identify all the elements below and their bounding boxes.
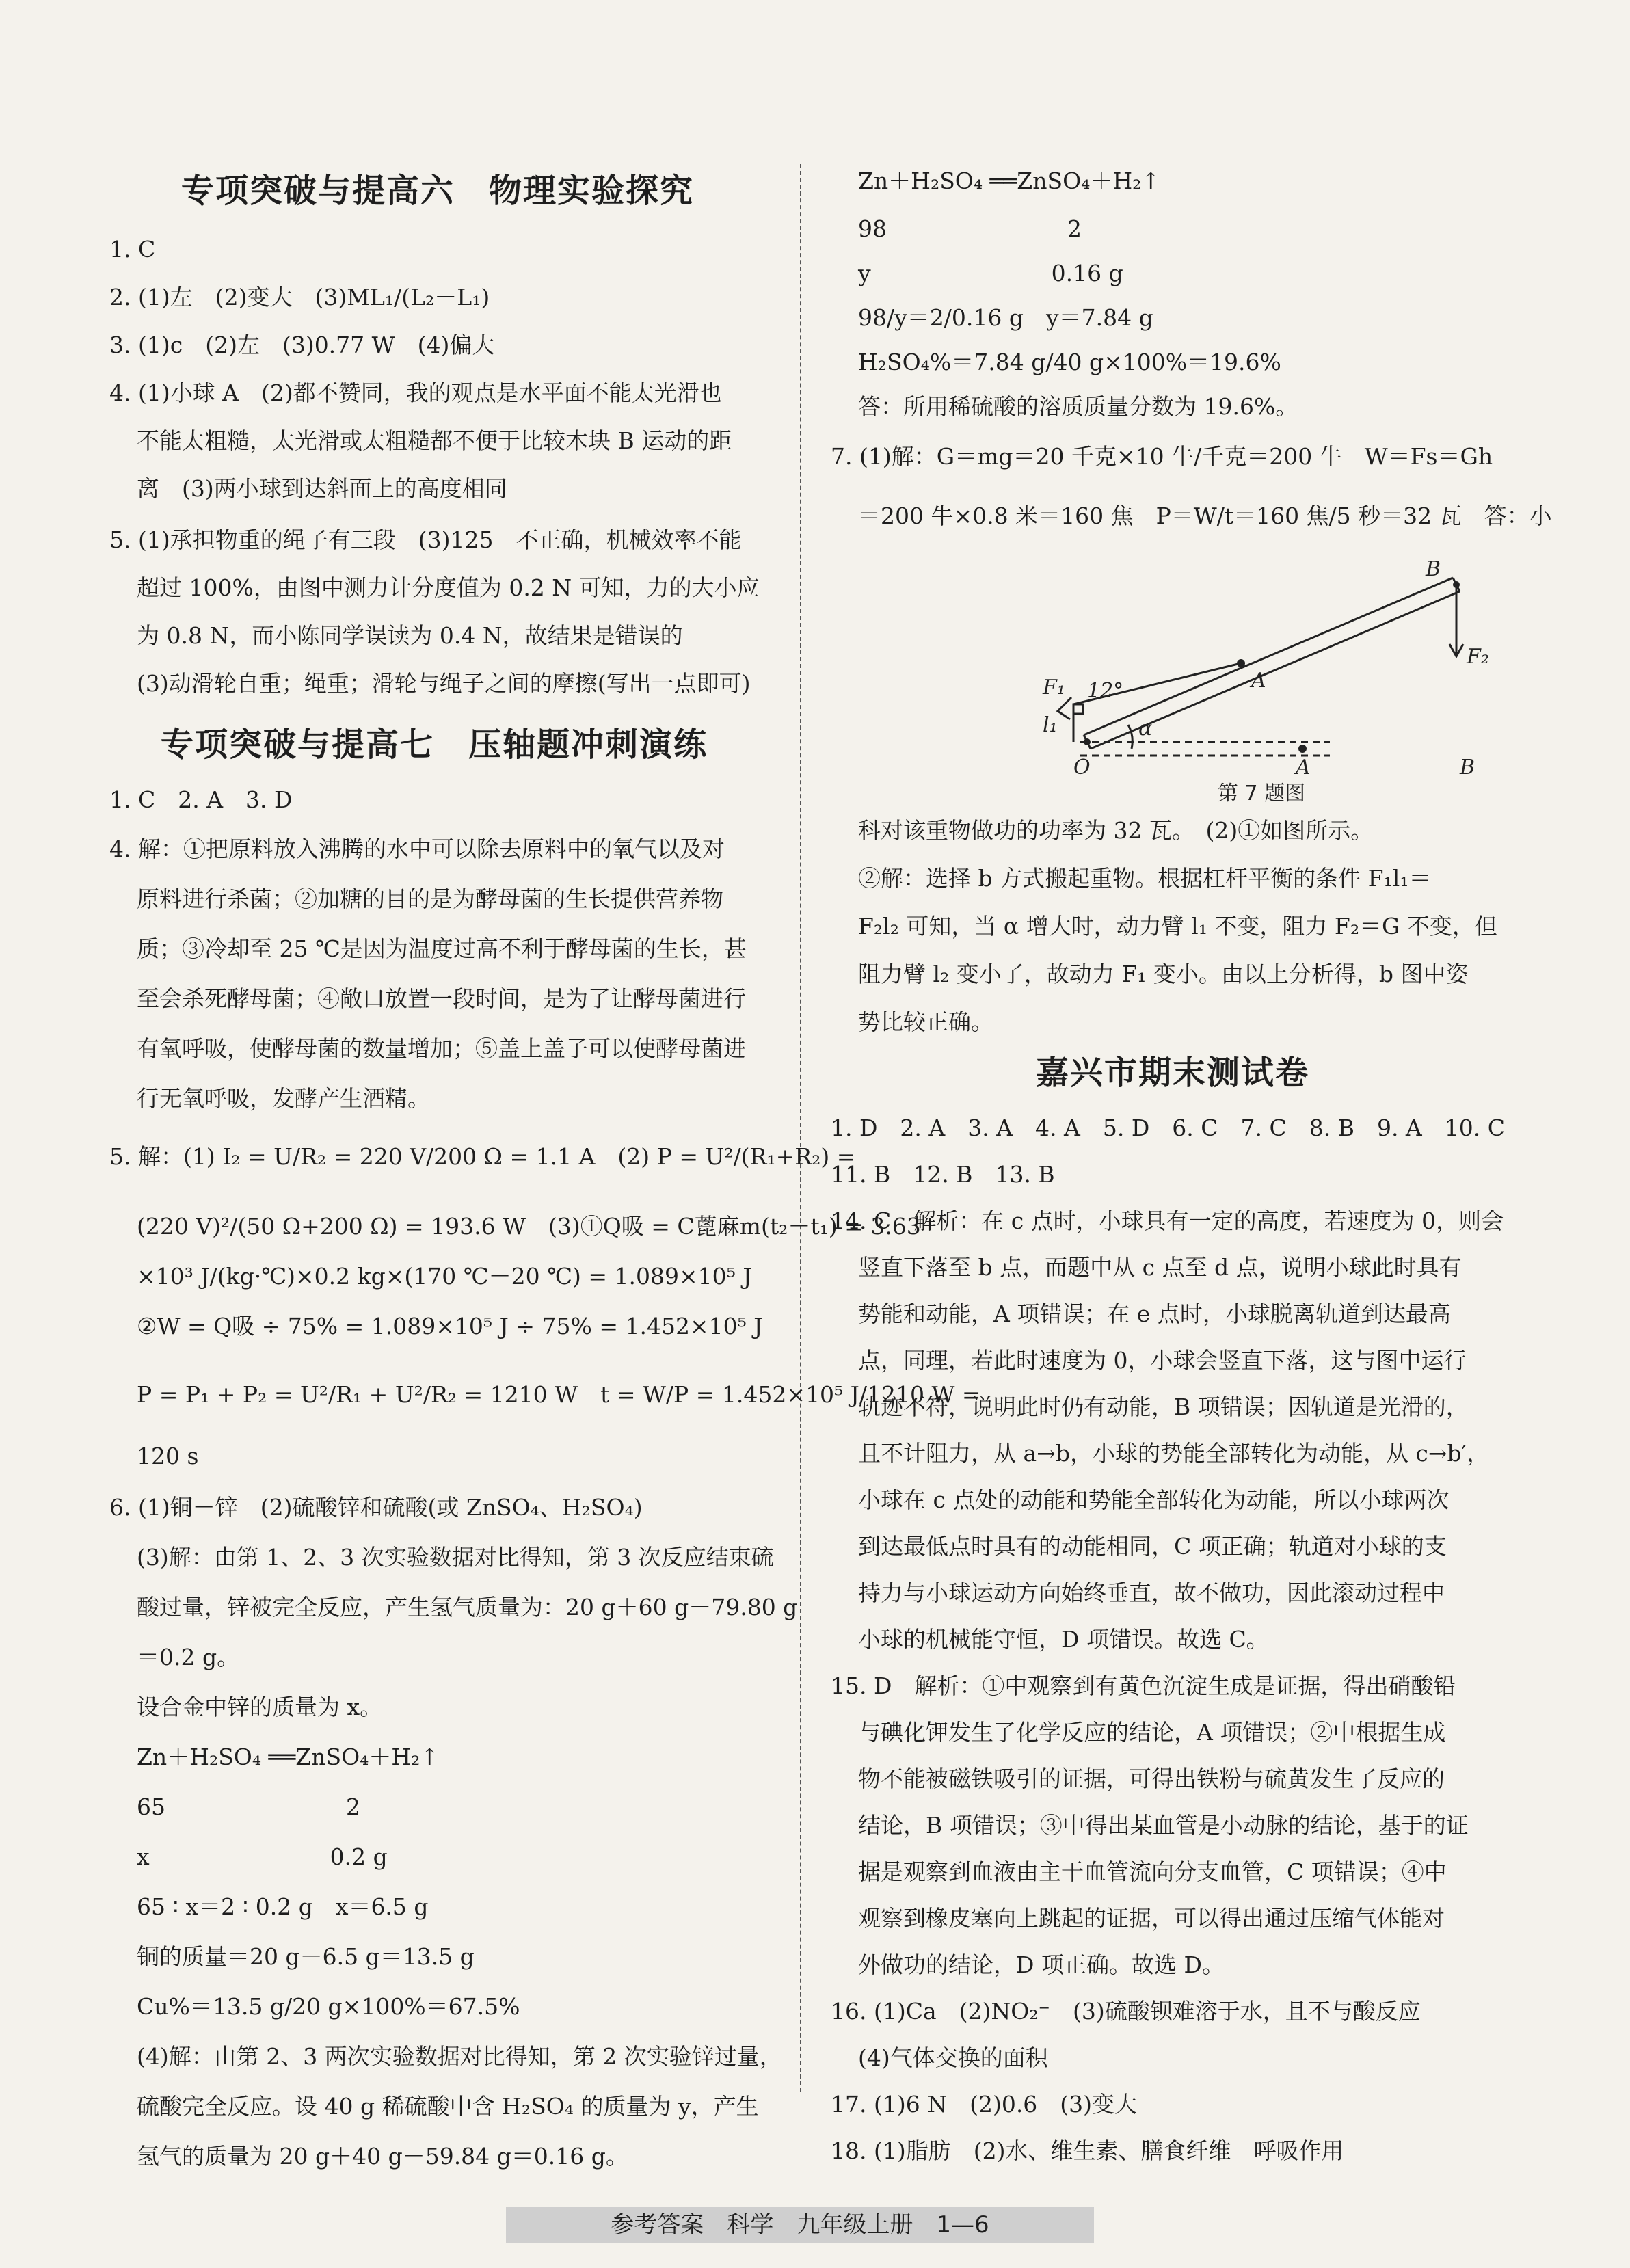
answer-line: 3. (1)c (2)左 (3)0.77 W (4)偏大	[109, 332, 495, 358]
equation-line: x 0.2 g	[137, 1843, 388, 1870]
answer-line: 1. C 2. A 3. D	[109, 786, 293, 813]
answer-line: 据是观察到血液由主干血管流向分支血管，C 项错误；④中	[858, 1858, 1447, 1885]
answer-line: 17. (1)6 N (2)0.6 (3)变大	[831, 2091, 1138, 2118]
answer-line: 硫酸完全反应。设 40 g 稀硫酸中含 H₂SO₄ 的质量为 y，产生	[137, 2093, 759, 2120]
answer-line: 外做功的结论，D 项正确。故选 D。	[858, 1951, 1225, 1978]
formula-line: 5. 解：(1) I₂ = U/R₂ = 220 V/200 Ω = 1.1 A (2) P = U²/(R₁+R₂) =	[109, 1143, 856, 1170]
equation-line: H₂SO₄%＝7.84 g/40 g×100%＝19.6%	[858, 349, 1281, 375]
formula-line: ②W = Q吸 ÷ 75% = 1.089×10⁵ J ÷ 75% = 1.452×10⁵ J	[137, 1313, 763, 1339]
equation-line: Zn＋H₂SO₄ ══ZnSO₄＋H₂↑	[137, 1744, 440, 1770]
answer-line: 6. (1)铜－锌 (2)硫酸锌和硫酸(或 ZnSO₄、H₂SO₄)	[109, 1494, 643, 1521]
label-f1: F₁	[1043, 676, 1065, 699]
equation-line: 铜的质量＝20 g－6.5 g＝13.5 g	[137, 1943, 475, 1970]
label-b: B	[1426, 561, 1441, 581]
answer-line: 小球的机械能守恒，D 项错误。故选 C。	[858, 1626, 1269, 1653]
answer-line: 离 (3)两小球到达斜面上的高度相同	[137, 475, 507, 502]
point-a-dot	[1237, 659, 1245, 667]
answer-line: 结论，B 项错误；③中得出某血管是小动脉的结论，基于的证	[858, 1812, 1469, 1839]
answer-line: 且不计阻力，从 a→b，小球的势能全部转化为动能，从 c→b′，	[858, 1440, 1490, 1467]
answer-line: (3)动滑轮自重；绳重；滑轮与绳子之间的摩擦(写出一点即可)	[137, 670, 751, 697]
answer-line: F₂l₂ 可知，当 α 增大时，动力臂 l₁ 不变，阻力 F₂＝G 不变，但	[858, 913, 1497, 939]
label-f2: F₂	[1467, 645, 1489, 669]
section-title-jiaxing: 嘉兴市期末测试卷	[1036, 1054, 1310, 1092]
answer-line: ＝0.2 g。	[137, 1644, 240, 1670]
answer-line: 行无氧呼吸，发酵产生酒精。	[137, 1085, 430, 1112]
label-o: O	[1073, 756, 1091, 779]
answer-line: 轨迹不符，说明此时仍有动能，B 项错误；因轨道是光滑的，	[858, 1393, 1469, 1420]
answer-line: 科对该重物做功的功率为 32 瓦。 (2)①如图所示。	[858, 817, 1374, 844]
label-angle-12: 12°	[1087, 679, 1124, 703]
formula-line: 120 s	[137, 1443, 199, 1469]
answer-line: 小球在 c 点处的动能和势能全部转化为动能，所以小球两次	[858, 1486, 1449, 1513]
answer-line: 7. (1)解：G＝mg＝20 千克×10 牛/千克＝200 牛 W＝Fs＝Gh	[831, 443, 1493, 470]
label-alpha: α	[1138, 717, 1153, 741]
answer-line: (4)解：由第 2、3 两次实验数据对比得知，第 2 次实验锌过量，	[137, 2043, 782, 2070]
formula-line: (220 V)²/(50 Ω+200 Ω) = 193.6 W (3)①Q吸 = C蓖麻m(t₂－t₁) = 3.63	[137, 1213, 921, 1240]
answer-line: 2. (1)左 (2)变大 (3)ML₁/(L₂－L₁)	[109, 284, 490, 310]
formula-line: ＝200 牛×0.8 米＝160 焦 P＝W/t＝160 焦/5 秒＝32 瓦 答：小	[858, 503, 1552, 529]
formula-line: P = P₁ + P₂ = U²/R₁ + U²/R₂ = 1210 W t = W/P = 1.452×10⁵ J/1210 W =	[137, 1381, 981, 1408]
answer-line: 势比较正确。	[858, 1009, 993, 1035]
point-o-dot	[1084, 738, 1091, 745]
page-footer: 参考答案 科学 九年级上册 1—6	[506, 2207, 1094, 2243]
answer-line: ②解：选择 b 方式搬起重物。根据杠杆平衡的条件 F₁l₁＝	[858, 865, 1432, 892]
answer-line: 竖直下落至 b 点，而题中从 c 点至 d 点，说明小球此时具有	[858, 1254, 1462, 1281]
answer-line: 质；③冷却至 25 ℃是因为温度过高不利于酵母菌的生长，甚	[137, 935, 747, 962]
equation-line: Cu%＝13.5 g/20 g×100%＝67.5%	[137, 1993, 520, 2020]
section-title-7: 专项突破与提高七 压轴题冲刺演练	[161, 725, 708, 764]
equation-line: Zn＋H₂SO₄ ══ZnSO₄＋H₂↑	[858, 168, 1161, 194]
formula-line: ×10³ J/(kg·℃)×0.2 kg×(170 ℃－20 ℃) = 1.089×10⁵ J	[137, 1263, 752, 1290]
point-b-dot	[1453, 581, 1460, 588]
label-b-ground: B	[1460, 756, 1475, 779]
label-a: A	[1251, 669, 1266, 693]
answer-line: 原料进行杀菌；②加糖的目的是为酵母菌的生长提供营养物	[137, 885, 723, 912]
answer-line: (4)气体交换的面积	[858, 2044, 1048, 2071]
answer-line: 持力与小球运动方向始终垂直，故不做功，因此滚动过程中	[858, 1579, 1445, 1606]
answer-line: 11. B 12. B 13. B	[831, 1161, 1055, 1188]
answer-line: 与碘化钾发生了化学反应的结论，A 项错误；②中根据生成	[858, 1719, 1446, 1746]
label-l1: l₁	[1043, 713, 1058, 737]
section-title-6: 专项突破与提高六 物理实验探究	[181, 172, 695, 210]
equation-line: 65 2	[137, 1793, 360, 1820]
answer-line: 18. (1)脂肪 (2)水、维生素、膳食纤维 呼吸作用	[831, 2137, 1344, 2164]
figure-caption: 第 7 题图	[1217, 782, 1306, 805]
answer-line: 4. (1)小球 A (2)都不赞同，我的观点是水平面不能太光滑也	[109, 379, 722, 406]
answer-line: (3)解：由第 1、2、3 次实验数据对比得知，第 3 次反应结束硫	[137, 1544, 774, 1571]
answer-line: 1. C	[109, 236, 156, 263]
answer-line: 1. D 2. A 3. A 4. A 5. D 6. C 7. C 8. B 9. A 10. C	[831, 1115, 1505, 1141]
answer-line: 氢气的质量为 20 g＋40 g－59.84 g＝0.16 g。	[137, 2143, 628, 2170]
equation-line: y 0.16 g	[858, 260, 1123, 286]
answer-line: 超过 100%，由图中测力计分度值为 0.2 N 可知，力的大小应	[137, 574, 760, 601]
answer-line: 至会杀死酵母菌；④敞口放置一段时间，是为了让酵母菌进行	[137, 985, 746, 1012]
answer-line: 为 0.8 N，而小陈同学误读为 0.4 N，故结果是错误的	[137, 622, 683, 649]
answer-line: 设合金中锌的质量为 x。	[137, 1694, 383, 1720]
answer-line: 到达最低点时具有的动能相同，C 项正确；轨道对小球的支	[858, 1533, 1447, 1560]
answer-line: 阻力臂 l₂ 变小了，故动力 F₁ 变小。由以上分析得，b 图中姿	[858, 961, 1469, 987]
equation-line: 65 ∶ x＝2 ∶ 0.2 g x＝6.5 g	[137, 1893, 429, 1920]
answer-line: 有氧呼吸，使酵母菌的数量增加；⑤盖上盖子可以使酵母菌进	[137, 1035, 746, 1062]
equation-line: 98/y＝2/0.16 g y＝7.84 g	[858, 304, 1153, 331]
answer-line: 14. C 解析：在 c 点时，小球具有一定的高度，若速度为 0，则会	[831, 1208, 1504, 1234]
answer-line: 4. 解：①把原料放入沸腾的水中可以除去原料中的氧气以及对	[109, 836, 725, 862]
point-a-ground-dot	[1298, 745, 1307, 753]
answer-line: 点，同理，若此时速度为 0，小球会竖直下落，这与图中运行	[858, 1347, 1467, 1374]
answer-line: 答：所用稀硫酸的溶质质量分数为 19.6%。	[858, 393, 1298, 420]
answer-line: 观察到橡皮塞向上跳起的证据，可以得出通过压缩气体能对	[858, 1905, 1445, 1932]
answer-line: 15. D 解析：①中观察到有黄色沉淀生成是证据，得出硝酸铅	[831, 1672, 1456, 1699]
answer-line: 酸过量，锌被完全反应，产生氢气质量为：20 g＋60 g－79.80 g	[137, 1594, 798, 1620]
answer-line: 5. (1)承担物重的绳子有三段 (3)125 不正确，机械效率不能	[109, 526, 742, 553]
answer-line: 物不能被磁铁吸引的证据，可得出铁粉与硫黄发生了反应的	[858, 1765, 1445, 1792]
answer-line: 不能太粗糙，太光滑或太粗糙都不便于比较木块 B 运动的距	[137, 427, 732, 454]
column-divider	[800, 164, 801, 2092]
answer-line: 16. (1)Ca (2)NO₂⁻ (3)硫酸钡难溶于水，且不与酸反应	[831, 1998, 1421, 2025]
answer-line: 势能和动能，A 项错误；在 e 点时，小球脱离轨道到达最高	[858, 1300, 1451, 1327]
label-a-ground: A	[1296, 756, 1311, 779]
equation-line: 98 2	[858, 215, 1082, 242]
lever-figure	[1015, 561, 1508, 807]
